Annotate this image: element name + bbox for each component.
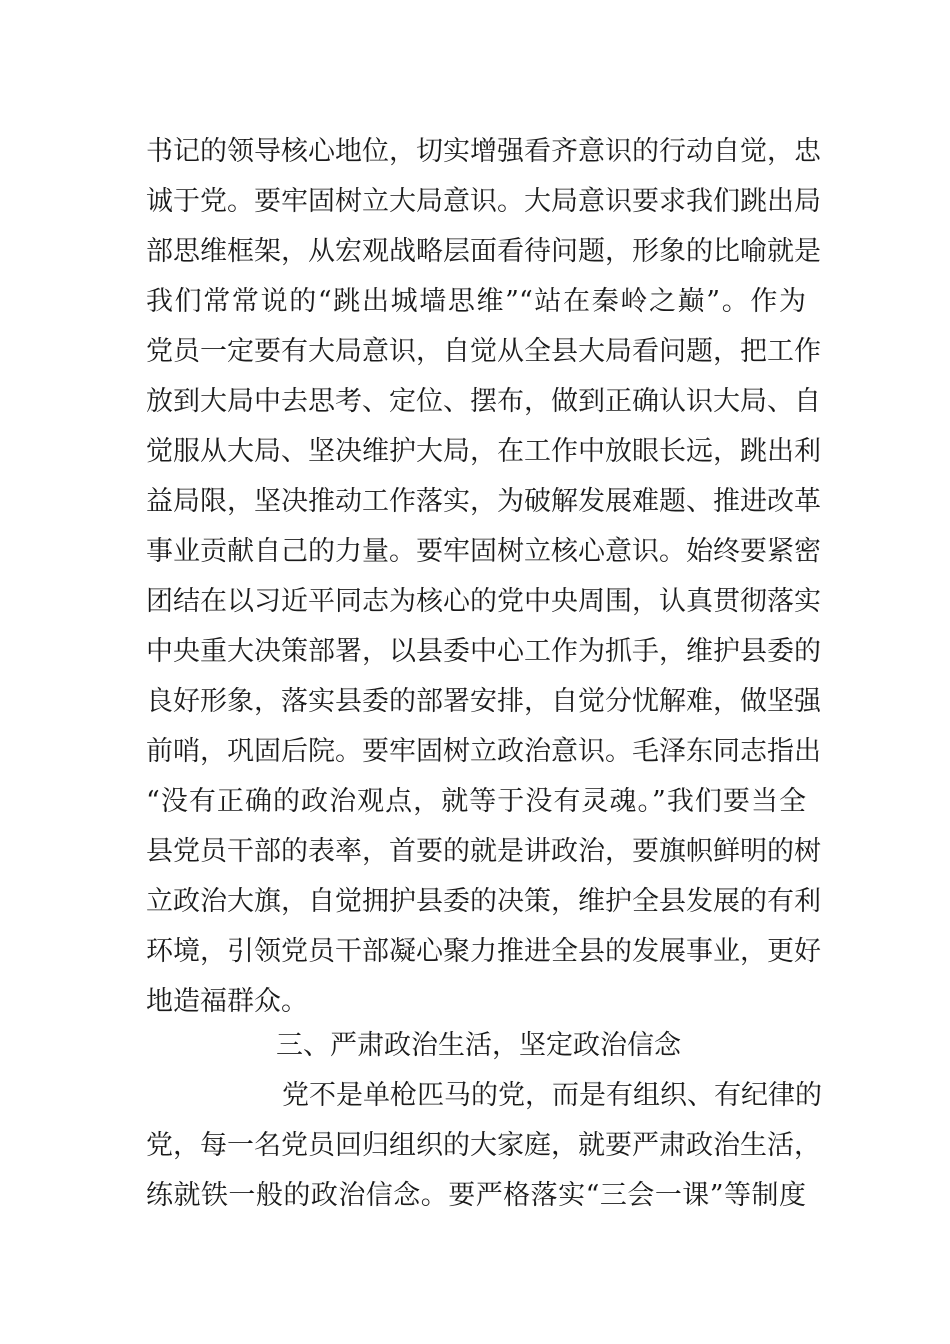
paragraph-line: 书记的领导核心地位，切实增强看齐意识的行动自觉，忠 <box>146 136 821 167</box>
paragraph-line: 我们常常说的“跳出城墙思维”“站在秦岭之巅”。作为 <box>146 286 806 317</box>
paragraph-line: 诚于党。要牢固树立大局意识。大局意识要求我们跳出局 <box>146 186 821 217</box>
paragraph-line: 党，每一名党员回归组织的大家庭，就要严肃政治生活， <box>146 1130 821 1161</box>
paragraph-line: 觉服从大局、坚决维护大局，在工作中放眼长远，跳出利 <box>146 436 821 467</box>
paragraph-line: 立政治大旗，自觉拥护县委的决策，维护全县发展的有利 <box>146 886 821 917</box>
paragraph-line: 事业贡献自己的力量。要牢固树立核心意识。始终要紧密 <box>146 536 821 567</box>
paragraph-line: 党员一定要有大局意识，自觉从全县大局看问题，把工作 <box>146 336 821 367</box>
paragraph-line: 党不是单枪匹马的党，而是有组织、有纪律的 <box>282 1080 822 1111</box>
paragraph-line: 县党员干部的表率，首要的就是讲政治，要旗帜鲜明的树 <box>146 836 821 867</box>
paragraph-line: 益局限，坚决推动工作落实，为破解发展难题、推进改革 <box>146 486 821 517</box>
paragraph-line: 团结在以习近平同志为核心的党中央周围，认真贯彻落实 <box>146 586 821 617</box>
paragraph-line: 练就铁一般的政治信念。要严格落实“三会一课”等制度 <box>146 1180 806 1211</box>
paragraph-line: 良好形象，落实县委的部署安排，自觉分忧解难，做坚强 <box>146 686 821 717</box>
paragraph-line: 放到大局中去思考、定位、摆布，做到正确认识大局、自 <box>146 386 821 417</box>
paragraph-line: “没有正确的政治观点，就等于没有灵魂。”我们要当全 <box>146 786 806 817</box>
paragraph-line: 部思维框架，从宏观战略层面看待问题，形象的比喻就是 <box>146 236 821 267</box>
paragraph-line: 地造福群众。 <box>146 986 308 1017</box>
section-heading: 三、严肃政治生活，坚定政治信念 <box>276 1030 681 1061</box>
paragraph-line: 环境，引领党员干部凝心聚力推进全县的发展事业，更好 <box>146 936 821 967</box>
paragraph-line: 前哨，巩固后院。要牢固树立政治意识。毛泽东同志指出 <box>146 736 821 767</box>
paragraph-line: 中央重大决策部署，以县委中心工作为抓手，维护县委的 <box>146 636 821 667</box>
